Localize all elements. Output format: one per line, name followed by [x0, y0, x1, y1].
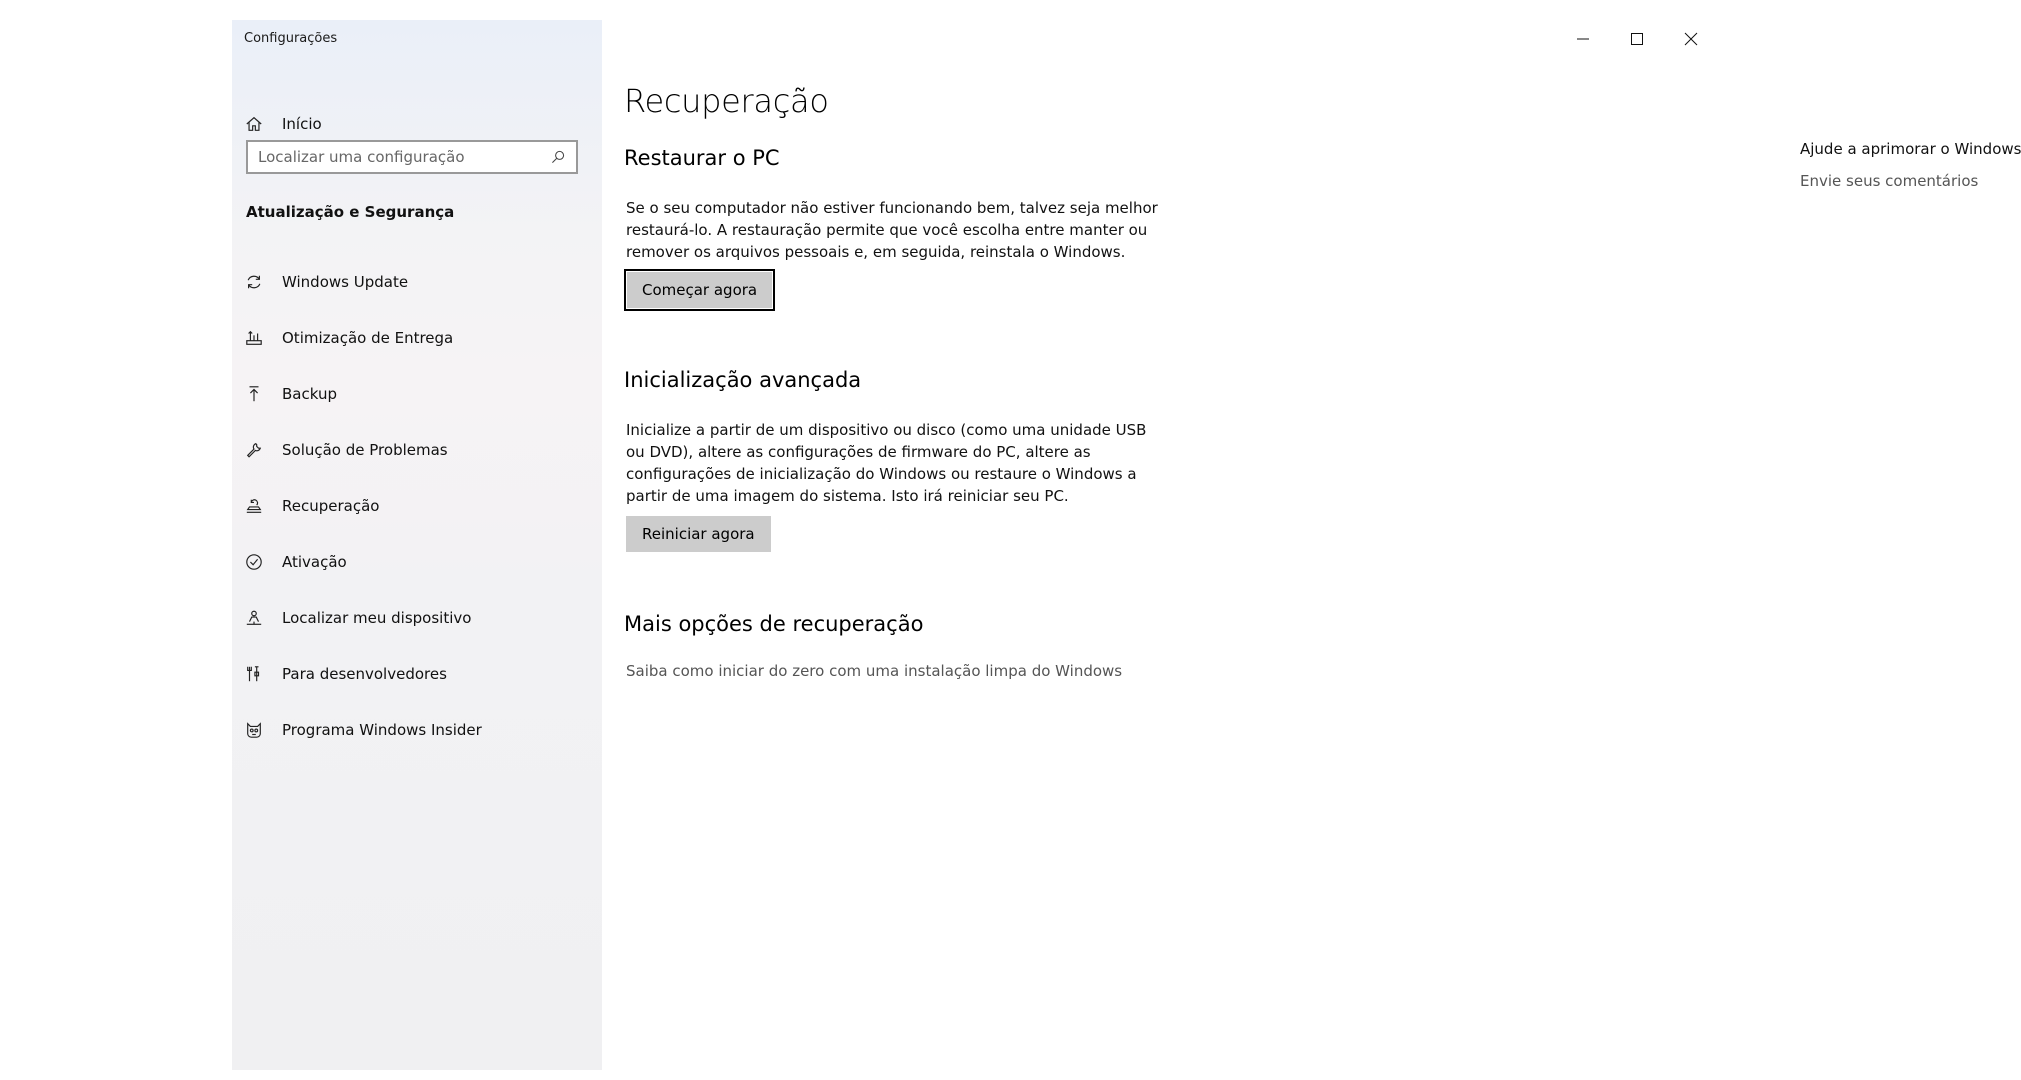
sidebar-item-label: Windows Update — [282, 273, 409, 291]
get-started-button[interactable]: Começar agora — [624, 269, 775, 311]
reset-pc-heading: Restaurar o PC — [624, 146, 780, 170]
reset-pc-description: Se o seu computador não estiver funcionando bem, talvez seja melhor restaurá-lo. A restauração permite que você escolha entre manter ou remover os arquivos pessoais e, em seguida, reinstala o Windows. — [626, 199, 1158, 261]
close-icon — [1684, 31, 1698, 50]
advanced-startup-description: Inicialize a partir de um dispositivo ou disco (como uma unidade USB ou DVD), altere as configurações de firmware do PC, altere as configurações de inicialização do Windows ou restaure o Windows a partir de uma imagem do sistema. Isto irá reiniciar seu PC. — [626, 421, 1147, 505]
sidebar-item-label: Localizar meu dispositivo — [282, 609, 472, 627]
page-title: Recuperação — [624, 82, 829, 120]
check-circle-icon — [244, 552, 264, 572]
maximize-button[interactable] — [1610, 20, 1664, 60]
app-title: Configurações — [244, 31, 338, 46]
sidebar-item-label: Backup — [282, 385, 337, 403]
sidebar-item-label: Otimização de Entrega — [282, 329, 454, 347]
sidebar-item-label: Programa Windows Insider — [282, 721, 482, 739]
sidebar-item-windows-insider[interactable] — [244, 712, 590, 748]
minimize-icon — [1576, 31, 1590, 50]
sidebar-item-label: Recuperação — [282, 497, 380, 515]
section-heading: Atualização e Segurança — [246, 203, 455, 221]
settings-window — [232, 20, 2021, 1070]
maximize-icon — [1630, 31, 1644, 50]
backup-arrow-icon — [244, 384, 264, 404]
recovery-icon — [244, 496, 264, 516]
minimize-button[interactable] — [1556, 20, 1610, 60]
search-icon[interactable] — [546, 145, 570, 169]
insider-cat-icon — [244, 720, 264, 740]
sidebar-item-activation[interactable] — [244, 544, 590, 580]
sidebar-item-home[interactable] — [244, 106, 590, 142]
sidebar-item-label: Solução de Problemas — [282, 441, 448, 459]
person-pin-icon — [244, 608, 264, 628]
close-button[interactable] — [1664, 20, 1718, 60]
developer-tools-icon — [244, 664, 264, 684]
advanced-startup-heading: Inicialização avançada — [624, 368, 862, 392]
sidebar-item-windows-update[interactable] — [244, 264, 590, 300]
sidebar-item-troubleshoot[interactable] — [244, 432, 590, 468]
sidebar-item-label: Início — [282, 115, 322, 133]
sidebar-item-label: Para desenvolvedores — [282, 665, 447, 683]
main-content — [624, 20, 2021, 1070]
sidebar-item-recovery[interactable] — [244, 488, 590, 524]
sidebar-item-label: Ativação — [282, 553, 347, 571]
clean-install-link[interactable]: Saiba como iniciar do zero com uma instalação limpa do Windows — [626, 662, 1123, 680]
search-input[interactable] — [248, 147, 546, 167]
restart-now-button[interactable]: Reiniciar agora — [626, 516, 771, 552]
search-box — [246, 140, 578, 174]
refresh-icon — [244, 272, 264, 292]
help-improve-title: Ajude a aprimorar o Windows — [1800, 140, 2021, 158]
sidebar-item-developers[interactable] — [244, 656, 590, 692]
sidebar-item-delivery-optimization[interactable] — [244, 320, 590, 356]
sidebar-item-backup[interactable] — [244, 376, 590, 412]
more-recovery-options-heading: Mais opções de recuperação — [624, 612, 924, 636]
sidebar-item-find-my-device[interactable] — [244, 600, 590, 636]
sidebar — [232, 20, 602, 1070]
send-feedback-link[interactable]: Envie seus comentários — [1800, 172, 1979, 190]
wrench-icon — [244, 440, 264, 460]
delivery-icon — [244, 328, 264, 348]
home-icon — [244, 114, 264, 134]
